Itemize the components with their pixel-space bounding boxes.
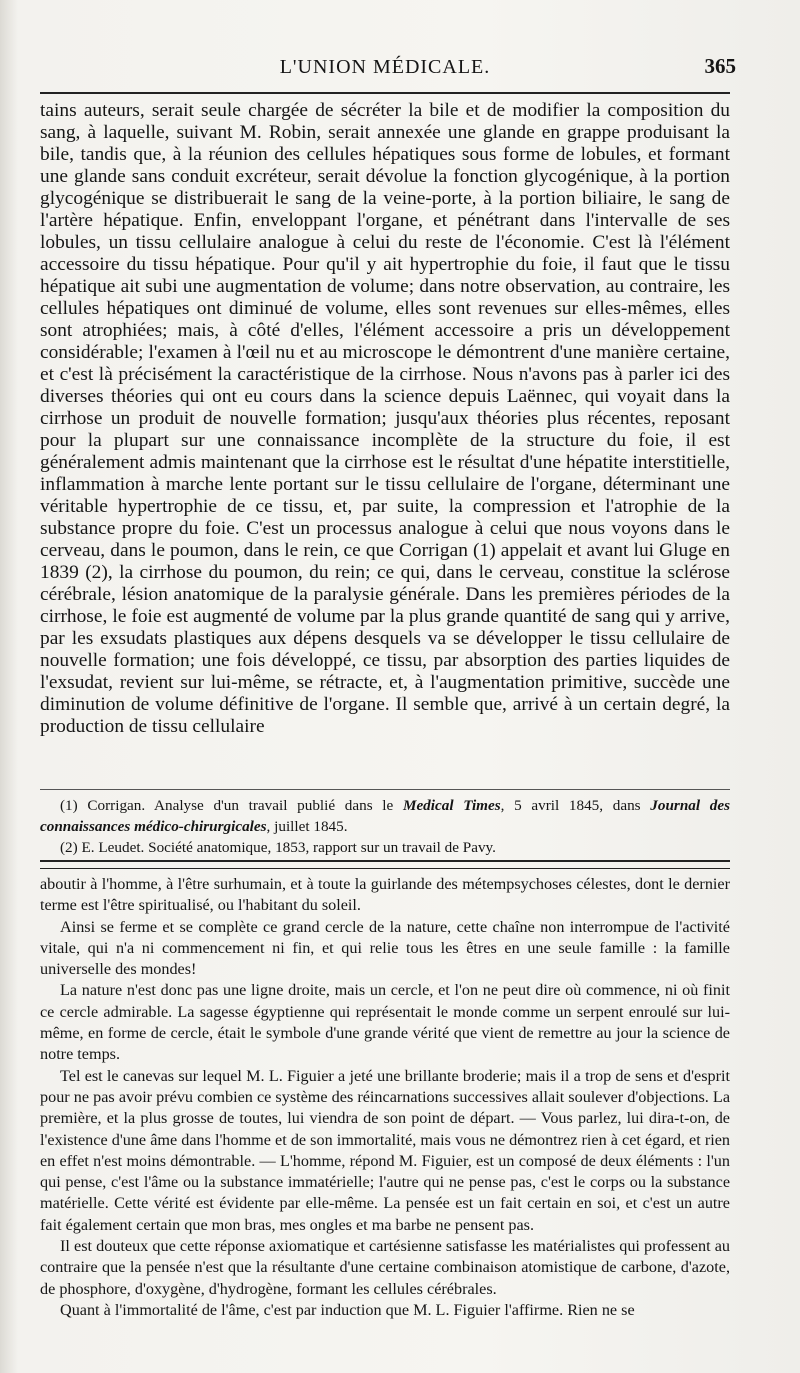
footnote-1-journal-2: Journal des connaissances médico-chirurgicales (40, 797, 731, 835)
feuilleton-paragraph-1: aboutir à l'homme, à l'être surhumain, et à toute la guirlande des métempsychoses célestes, dont le dernier terme est l'être spiritualisé, ou l'habitant du soleil. (40, 875, 730, 915)
feuilleton-separator (40, 860, 730, 869)
feuilleton-paragraph-4: Tel est le canevas sur lequel M. L. Figuier a jeté une brillante broderie; mais il a trop de sens et d'esprit pour ne pas avoir prévu combien ce système des réincarnations successives allait soulever d'objections. La première, et la plus grosse de toutes, lui viendra de son point de départ. — Vous parlez, lui dira-t-on, de l'existence d'une âme dans l'homme et de son immortalité, mais vous ne démontrez rien à cet égard, et rien en effet n'est moins démontrable. — L'homme, répond M. Figuier, est un composé de deux éléments : l'un qui pense, c'est l'âme ou la substance immatérielle; l'autre qui ne pense pas, c'est le corps ou la substance matérielle. Cette vérité est évidente par elle-même. La pensée est un fait certain en soi, et c'est un autre fait également certain que mon bras, mes ongles et ma barbe ne pensent pas. (40, 1066, 730, 1234)
footnote-1-suffix: , juillet 1845. (266, 818, 348, 835)
page-header (40, 52, 736, 82)
feuilleton-paragraph-3: La nature n'est donc pas une ligne droite, mais un cercle, et l'on ne peut dire où commence, ni où finit ce cercle admirable. La sagesse égyptienne qui représentait le monde comme un serpent enroulé sur lui-même, en forme de cercle, était le symbole d'une grande vérité que vient de remettre au jour la science de notre temps. (40, 981, 730, 1064)
main-text-column (40, 100, 730, 738)
feuilleton-paragraph-6: Quant à l'immortalité de l'âme, c'est par induction que M. L. Figuier l'affirme. Rien ne se (60, 1300, 635, 1319)
footnote-1-mid: , 5 avril 1845, dans (500, 797, 651, 814)
footnotes (40, 795, 730, 858)
footnote-divider (40, 789, 730, 790)
feuilleton-paragraph-5: Il est douteux que cette réponse axiomatique et cartésienne satisfasse les matérialistes qui professent au contraire que la pensée n'est que la résultante d'une certaine combinaison atomistique de carbone, d'azote, de phosphore, d'oxygène, d'hydrogène, formant les cellules cérébrales. (40, 1237, 730, 1298)
footnote-1 (40, 795, 730, 837)
main-paragraph: tains auteurs, serait seule chargée de sécréter la bile et de modifier la composition du sang, à laquelle, suivant M. Robin, serait annexée une glande en grappe produisant la bile, tandis que, à la réunion des cellules hépatiques sous forme de lobules, et formant une glande sans conduit excréteur, serait dévolue la fonction glycogénique, à la portion glycogénique se distribuerait le sang de la veine-porte, à la portion biliaire, le sang de l'artère hépatique. Enfin, enveloppant l'organe, et pénétrant dans l'intervalle de ses lobules, un tissu cellulaire analogue à celui du reste de l'économie. C'est là l'élément accessoire du tissu hépatique. Pour qu'il y ait hypertrophie du foie, il faut que le tissu hépatique ait subi une augmentation de volume; dans notre observation, au contraire, les cellules hépatiques ont diminué de volume, elles sont revenues sur elles-mêmes, elles sont atrophiées; mais, à côté d'elles, l'élément accessoire a pris un développement considérable; l'examen à l'œil nu et au microscope le démontrent d'une manière certaine, et c'est là précisément la caractéristique de la cirrhose. Nous n'avons pas à parler ici des diverses théories qui ont eu cours dans la science depuis Laënnec, qui voyait dans la cirrhose un produit de nouvelle formation; jusqu'aux théories plus récentes, reposant pour la plupart sur une connaissance incomplète de la structure du foie, il est généralement admis maintenant que la cirrhose est le résultat d'une hépatite interstitielle, inflammation à marche lente portant sur le tissu cellulaire de l'organe, déterminant une véritable hypertrophie de ce tissu, et, par suite, la compression et l'atrophie de la substance propre du foie. C'est un processus analogue à celui que nous voyons dans le cerveau, dans le poumon, dans le rein, ce que Corrigan (1) appelait et avant lui Gluge en 1839 (2), la cirrhose du poumon, du rein; ce qui, dans le cerveau, constitue la sclérose cérébrale, lésion anatomique de la paralysie générale. Dans les premières périodes de la cirrhose, le foie est augmenté de volume par la plus grande quantité de sang qui y arrive, par les exsudats plastiques aux dépens desquels va se développer le tissu cellulaire de nouvelle formation; une fois développé, ce tissu, par absorption des parties liquides de l'exsudat, revient sur lui-même, se rétracte, et, à l'augmentation primitive, succède une diminution de volume définitive de l'organe. Il semble que, arrivé à un certain degré, la production de tissu cellulaire (40, 100, 730, 737)
header-rule (40, 92, 730, 94)
feuilleton-paragraph-2: Ainsi se ferme et se complète ce grand cercle de la nature, cette chaîne non interrompue de l'activité vitale, qui n'a ni commencement ni fin, et qui relie tous les êtres en une seule famille : la famille universelle des mondes! (40, 917, 730, 979)
footnote-1-journal: Medical Times (402, 797, 501, 814)
feuilleton-column (40, 874, 730, 1321)
page-number: 365 (704, 54, 736, 78)
running-title: L'UNION MÉDICALE. (279, 56, 491, 78)
footnote-1-prefix: (1) Corrigan. Analyse d'un travail publié dans le (60, 797, 403, 814)
footnote-2: (2) E. Leudet. Société anatomique, 1853, rapport sur un travail de Pavy. (60, 839, 496, 856)
